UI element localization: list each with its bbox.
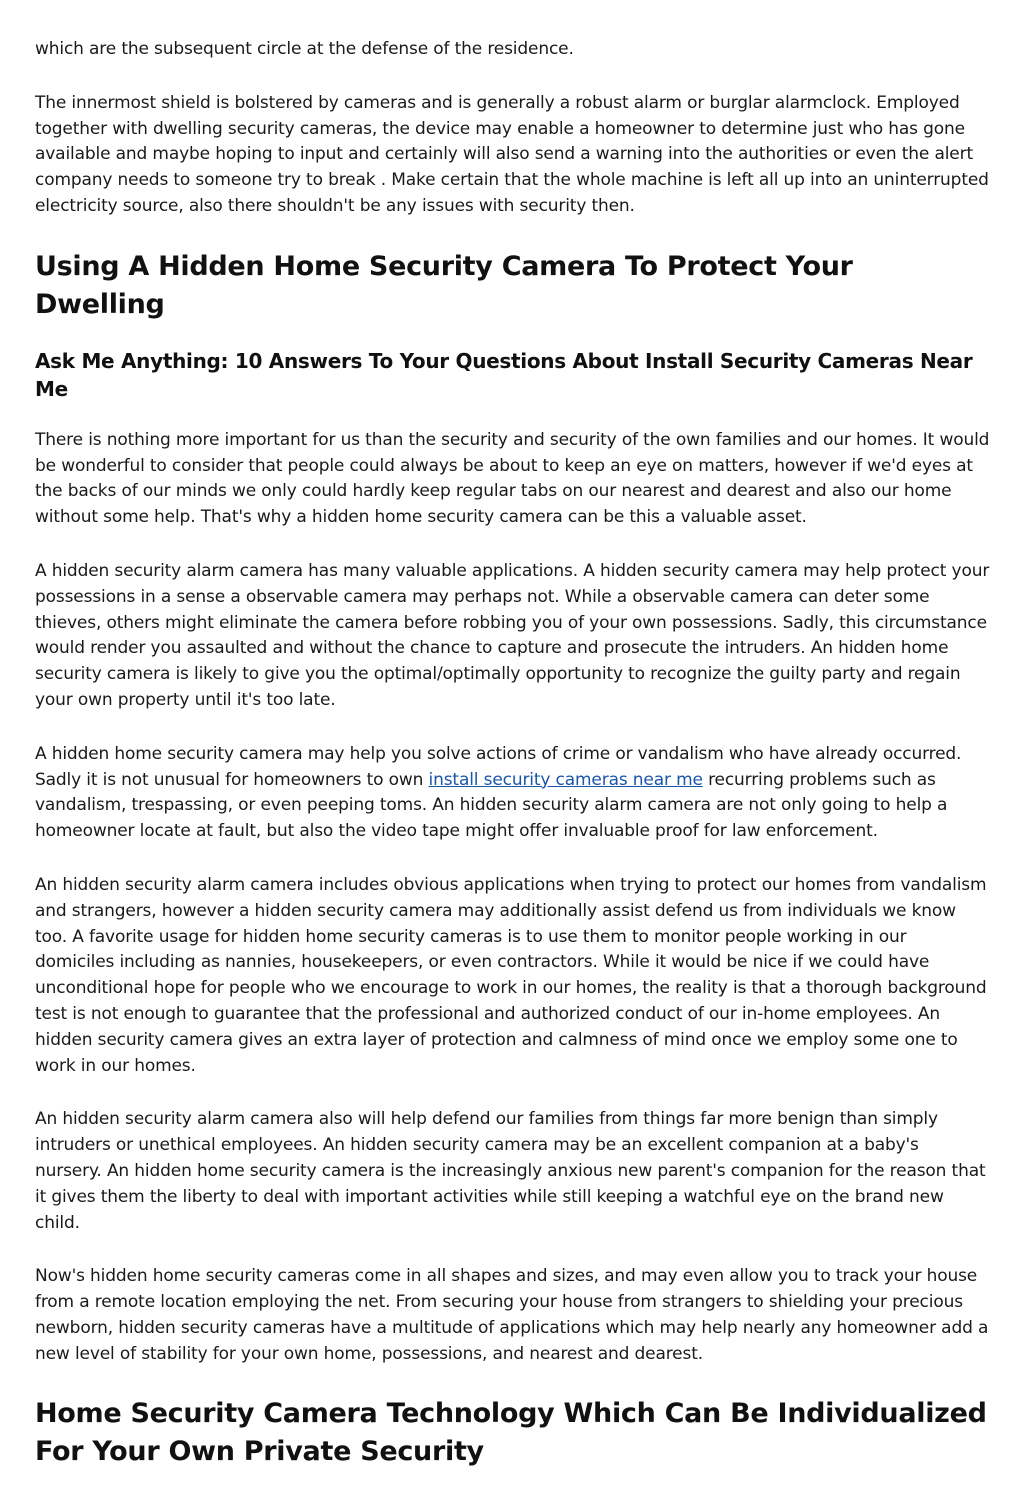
- document-page: [35, 37, 990, 1494]
- paragraph-defend-families: An hidden security alarm camera also will help defend our families from things far more benign than simply intruders or unethical employees. An hidden security camera may be an excellent companion at a baby's nursery. An hidden home security camera is the increasingly anxious new parent's companion for the reason that it gives them the liberty to deal with important activities while still keeping a watchful eye on the brand new child.: [35, 1109, 986, 1233]
- paragraph-solve-crime-text-after: recurring problems such as vandalism, trespassing, or even peeping toms. An hidden security alarm camera are not only going to help a homeowner locate at fault, but also the video tape might offer invaluable proof for law enforcement.: [35, 769, 948, 842]
- subheading-ask-me-anything: Ask Me Anything: 10 Answers To Your Questions About Install Security Cameras Near Me: [35, 348, 973, 401]
- paragraph-valuable-applications: A hidden security alarm camera has many valuable applications. A hidden security camera may help protect your possessions in a sense a observable camera may perhaps not. While a observable camera can deter some thieves, others might eliminate the camera before robbing you of your own possessions. Sadly, this circumstance would render you assaulted and without the chance to capture and prosecute the intruders. An hidden home security camera is likely to give you the optimal/optimally opportunity to recognize the guilty party and regain your own property until it's too late.: [35, 560, 990, 710]
- install-security-cameras-link[interactable]: install security cameras near me: [428, 769, 703, 790]
- paragraph-nothing-more-important: There is nothing more important for us than the security and security of the own families and our homes. It would be wonderful to consider that people could always be about to keep an eye on matters, however if we'd eyes at the backs of our minds we only could hardly keep regular tabs on our nearest and dearest and also our home without some help. That's why a hidden home security camera can be this a valuable asset.: [35, 429, 990, 528]
- paragraph-innermost-shield: The innermost shield is bolstered by cameras and is generally a robust alarm or burglar alarmclock. Employed together with dwelling security cameras, the device may enable a homeowner to determine just who has gone available and maybe hoping to input and certainly will also send a warning into the authorities or even the alert company needs to someone try to break . Make certain that the whole machine is left all up into an uninterrupted electricity source, also there shouldn't be any issues with security then.: [35, 92, 989, 216]
- paragraph-obvious-applications: An hidden security alarm camera includes obvious applications when trying to protect our homes from vandalism and strangers, however a hidden security camera may additionally assist defend us from individuals we know too. A favorite usage for hidden home security cameras is to use them to monitor people working in our domiciles including as nannies, housekeepers, or even contractors. While it would be nice if we could have unconditional hope for people who we encourage to work in our homes, the reality is that a thorough background test is not enough to guarantee that the professional and authorized conduct of our in-home employees. An hidden security camera gives an extra layer of protection and calmness of mind once we employ some one to work in our homes.: [35, 874, 987, 1076]
- heading-hidden-camera: Using A Hidden Home Security Camera To Protect Your Dwelling: [35, 250, 853, 320]
- paragraph-solve-crime: [35, 742, 990, 845]
- paragraph-shapes-and-sizes: Now's hidden home security cameras come in all shapes and sizes, and may even allow you to track your house from a remote location employing the net. From securing your house from strangers to shielding your precious newborn, hidden security cameras have a multitude of applications which may help nearly any homeowner add a new level of stability for your own home, possessions, and nearest and dearest.: [35, 1266, 989, 1364]
- heading-camera-technology: Home Security Camera Technology Which Can Be Individualized For Your Own Private Security: [35, 1398, 987, 1468]
- paragraph-solve-crime-text-before: A hidden home security camera may help you solve actions of crime or vandalism who have already occurred. Sadly it is not unusual for homeowners to own: [35, 743, 962, 790]
- paragraph-top: which are the subsequent circle at the defense of the residence.: [35, 39, 574, 59]
